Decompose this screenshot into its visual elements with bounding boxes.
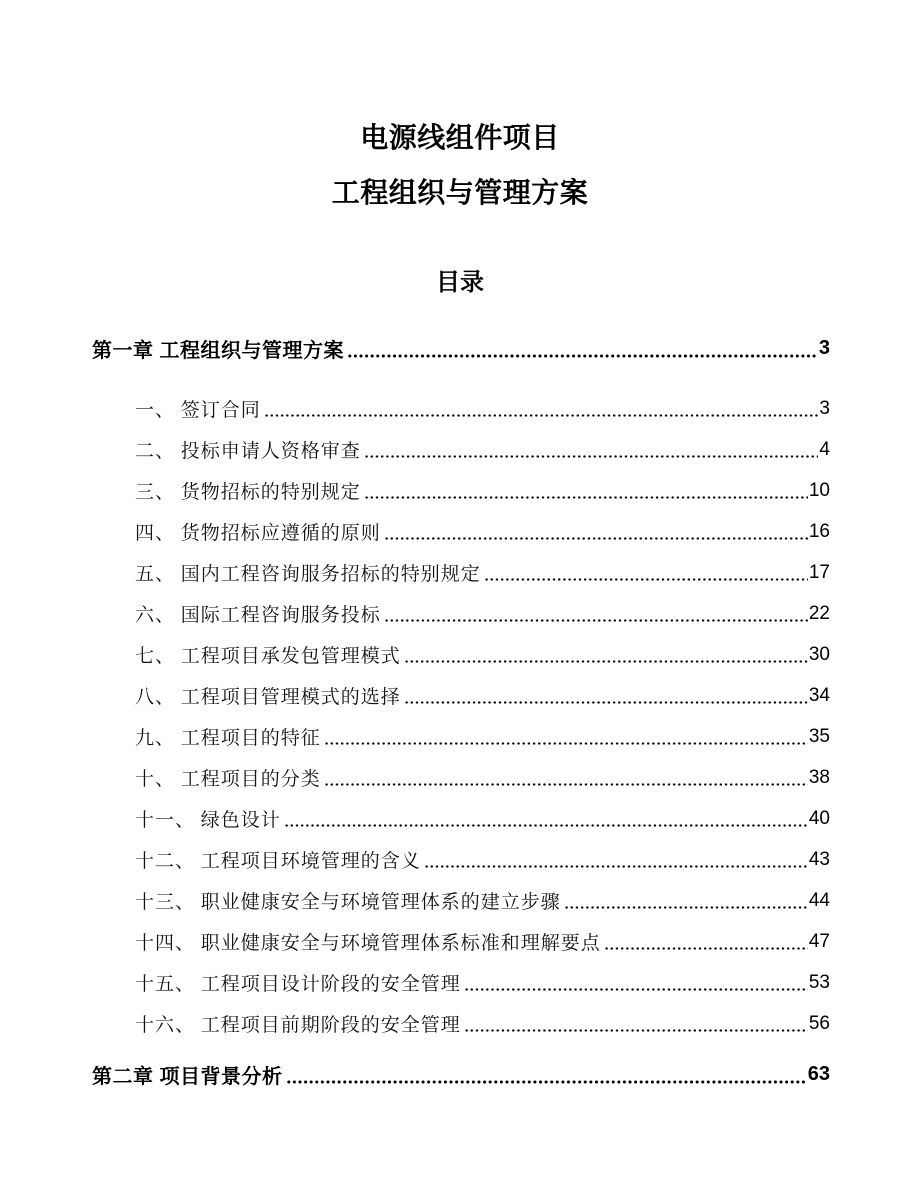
dot-leader: [404, 634, 808, 675]
dot-leader: [424, 839, 808, 880]
toc-item-page: 4: [819, 438, 830, 460]
document-title: 电源线组件项目: [360, 122, 560, 153]
dot-leader: [284, 798, 808, 839]
toc-item-page: 40: [808, 807, 830, 829]
dot-leader: [364, 429, 819, 470]
toc-item-label: 十六、 工程项目前期阶段的安全管理: [135, 1015, 461, 1036]
toc-entry-row[interactable]: [135, 593, 830, 634]
toc-item-page: 22: [808, 602, 830, 624]
toc-item-page: 10: [808, 479, 830, 501]
toc-item-label: 六、 国际工程咨询服务投标: [135, 605, 381, 626]
document-header: [0, 0, 920, 295]
dot-leader: [286, 1054, 807, 1095]
toc-item-label: 第二章 项目背景分析: [92, 1066, 283, 1088]
dot-leader: [324, 757, 808, 798]
toc-item-label: 十五、 工程项目设计阶段的安全管理: [135, 974, 461, 995]
toc-item-page: 16: [808, 520, 830, 542]
toc-item-label: 七、 工程项目承发包管理模式: [135, 646, 401, 667]
document-subtitle: 工程组织与管理方案: [331, 177, 589, 208]
toc-item-page: 34: [808, 684, 830, 706]
toc-item-page: 63: [807, 1063, 830, 1085]
toc-entry-row[interactable]: [135, 757, 830, 798]
toc-item-label: 十、 工程项目的分类: [135, 769, 321, 790]
toc-item-label: 十一、 绿色设计: [135, 810, 281, 831]
dot-leader: [264, 388, 819, 429]
toc-entry-row[interactable]: [135, 921, 830, 962]
toc-item-page: 43: [808, 848, 830, 870]
toc-entry-row[interactable]: [135, 552, 830, 593]
toc-entry-row[interactable]: [135, 634, 830, 675]
dot-leader: [324, 716, 808, 757]
toc-item-label: 三、 货物招标的特别规定: [135, 482, 361, 503]
toc-item-page: 30: [808, 643, 830, 665]
toc-entry-row[interactable]: [135, 798, 830, 839]
toc-item-page: 47: [808, 930, 830, 952]
toc-item-page: 3: [819, 397, 830, 419]
toc-item-label: 十四、 职业健康安全与环境管理体系标准和理解要点: [135, 933, 601, 954]
toc-item-page: 17: [808, 561, 830, 583]
toc-item-label: 第一章 工程组织与管理方案: [92, 340, 345, 362]
toc-item-label: 九、 工程项目的特征: [135, 728, 321, 749]
toc-item-page: 3: [818, 337, 830, 359]
toc-item-page: 53: [808, 971, 830, 993]
toc-entry-row[interactable]: [135, 716, 830, 757]
toc-entry-row[interactable]: [135, 962, 830, 1003]
toc-entry-row[interactable]: [135, 880, 830, 921]
dot-leader: [384, 511, 808, 552]
dot-leader: [604, 921, 808, 962]
toc-item-label: 二、 投标申请人资格审查: [135, 441, 361, 462]
dot-leader: [384, 593, 808, 634]
dot-leader: [404, 675, 808, 716]
toc-item-label: 十二、 工程项目环境管理的含义: [135, 851, 421, 872]
toc-chapter-row[interactable]: [92, 1054, 830, 1095]
toc-entry-row[interactable]: [135, 470, 830, 511]
toc-entry-row[interactable]: [135, 388, 830, 429]
toc-item-label: 五、 国内工程咨询服务招标的特别规定: [135, 564, 481, 585]
table-of-contents: [0, 328, 920, 1095]
toc-item-page: 35: [808, 725, 830, 747]
toc-entry-row[interactable]: [135, 839, 830, 880]
toc-item-page: 44: [808, 889, 830, 911]
toc-entry-row[interactable]: [135, 511, 830, 552]
toc-entry-row[interactable]: [135, 429, 830, 470]
dot-leader: [484, 552, 808, 593]
dot-leader: [464, 1003, 808, 1044]
toc-item-label: 八、 工程项目管理模式的选择: [135, 687, 401, 708]
toc-heading: 目录: [436, 269, 484, 296]
toc-entry-row[interactable]: [135, 675, 830, 716]
toc-entry-row[interactable]: [135, 1003, 830, 1044]
toc-item-label: 一、 签订合同: [135, 400, 261, 421]
dot-leader: [464, 962, 808, 1003]
toc-item-page: 56: [808, 1012, 830, 1034]
dot-leader: [564, 880, 808, 921]
dot-leader: [364, 470, 808, 511]
toc-chapter-row[interactable]: [92, 328, 830, 369]
toc-item-label: 十三、 职业健康安全与环境管理体系的建立步骤: [135, 892, 561, 913]
toc-item-label: 四、 货物招标应遵循的原则: [135, 523, 381, 544]
toc-item-page: 38: [808, 766, 830, 788]
dot-leader: [347, 328, 818, 369]
